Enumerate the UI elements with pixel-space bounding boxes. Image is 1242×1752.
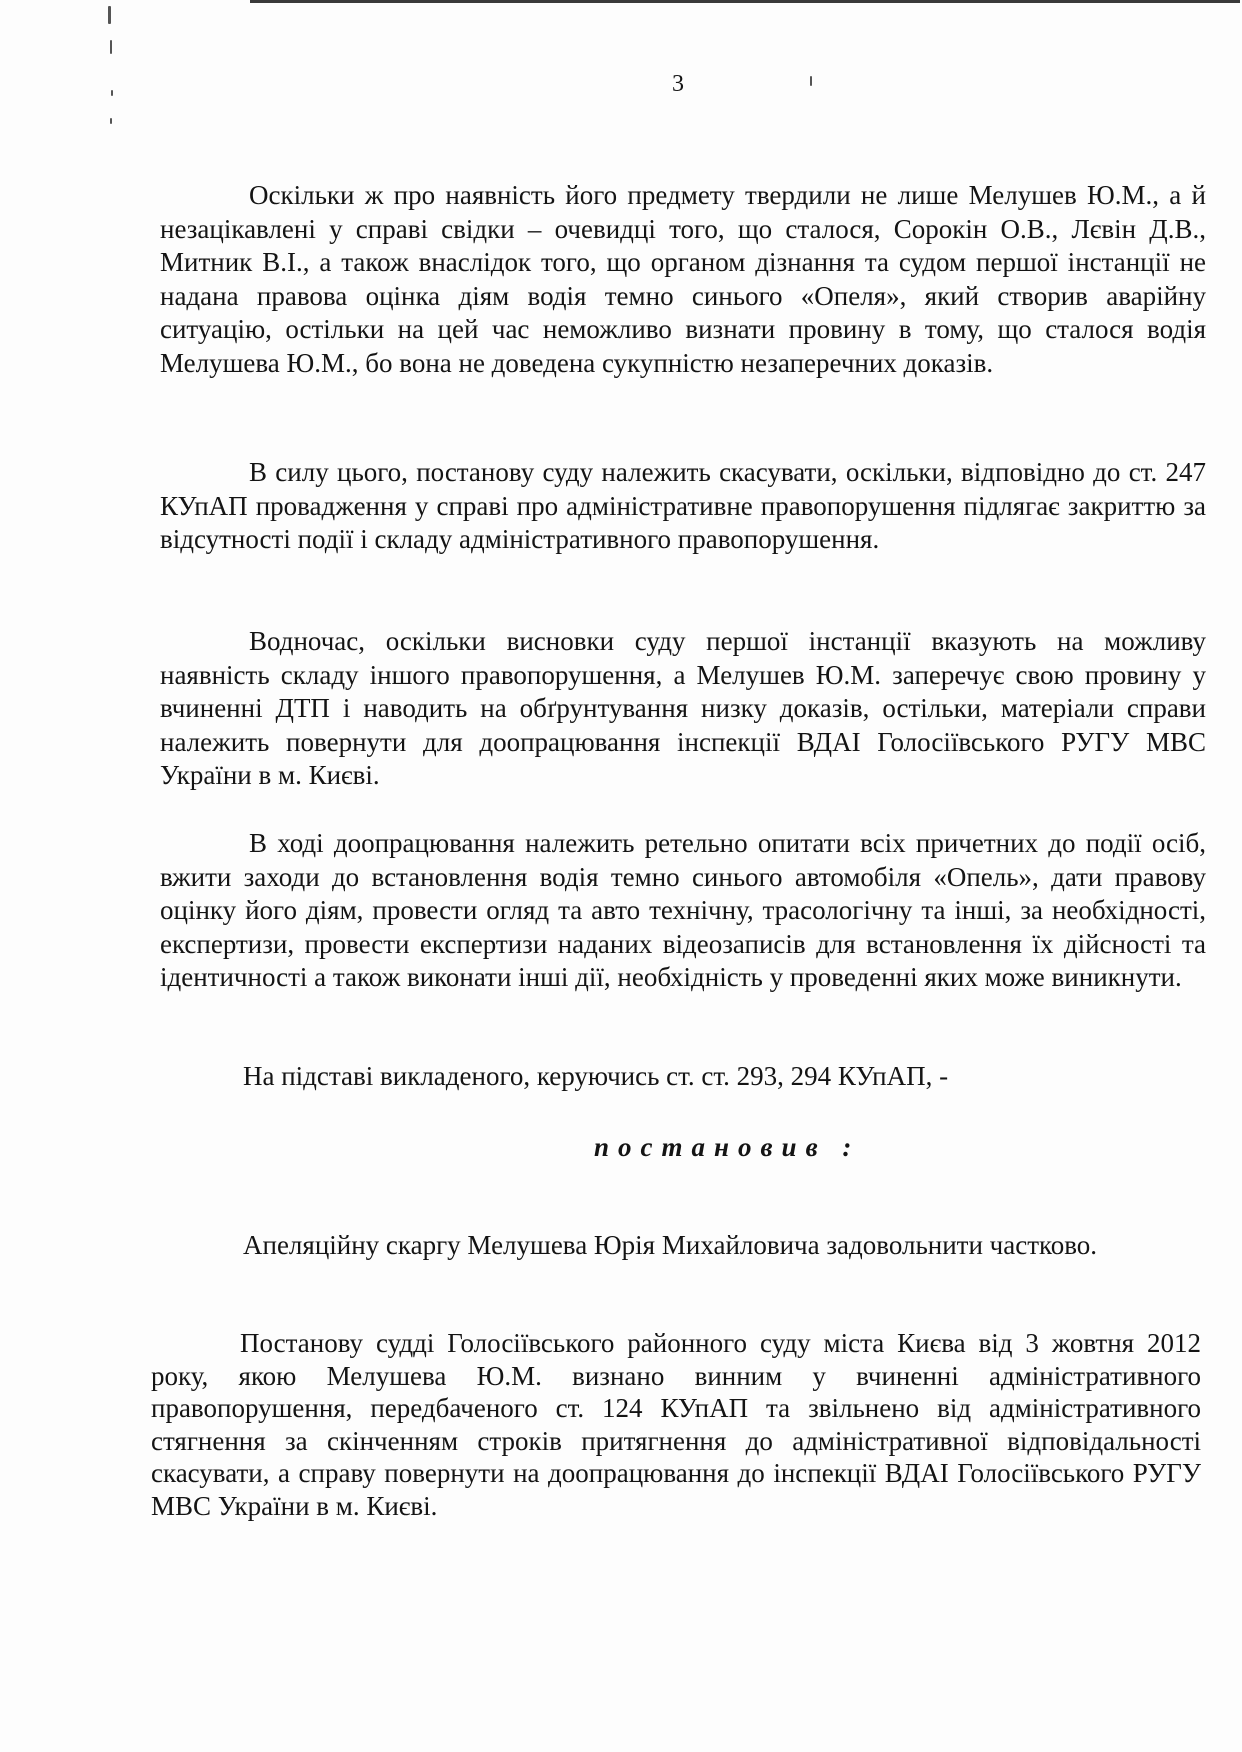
resolution-heading: постановив : — [594, 1132, 861, 1162]
scan-mark — [108, 6, 111, 24]
top-border-line — [250, 0, 1240, 3]
page-number: 3 — [672, 71, 684, 97]
decision-appeal: Апеляційну скаргу Мелушева Юрія Михайловича задовольнити частково. — [243, 1230, 1098, 1260]
paragraph-legal-basis: На підставі викладеного, керуючись ст. ст. 293, 294 КУпАП, - — [243, 1061, 949, 1091]
scan-mark — [111, 90, 113, 96]
paragraph-return-materials: Водночас, оскільки висновки суду першої інстанції вказують на можливу наявність складу іншого правопорушення, а Мелушев Ю.М. заперечує свою провину у вчиненні ДТП і наводить на обґрунтування низку доказів, остільки, матеріали справи належить повернути для доопрацювання інспекції ВДАІ Голосіївського РУГУ МВС України в м. Києві. — [160, 626, 1206, 790]
paragraph-evidence: Оскільки ж про наявність його предмету твердили не лише Мелушев Ю.М., а й незацікавлені у справі свідки – очевидці того, що сталося, Сорокін О.В., Лєвін Д.В., Митник В.І., а також внаслідок того, що органом дізнання та судом першої інстанції не надана правова оцінка діям водія темно синього «Опеля», який створив аварійну ситуацію, остільки на цей час неможливо визнати провину в тому, що сталося водія Мелушева Ю.М., бо вона не доведена сукупністю незаперечних доказів. — [160, 180, 1206, 378]
scan-mark — [810, 76, 812, 86]
scan-mark — [110, 40, 112, 54]
paragraph-further-investigation: В ході доопрацювання належить ретельно опитати всіх причетних до події осіб, вжити заходи до встановлення водія темно синього автомобіля «Опель», дати правову оцінку його діям, провести огляд та авто технічну, трасологічну та інші, за необхідності, експертизи, провести експертизи наданих відеозаписів для встановлення їх дійсності та ідентичності а також виконати інші дії, необхідність у проведенні яких може виникнути. — [160, 828, 1206, 992]
scan-mark — [110, 118, 112, 124]
decision-cancel-and-return: Постанову судді Голосіївського районного суду міста Києва від 3 жовтня 2012 року, якою Мелушева Ю.М. визнано винним у вчиненні адміністративного правопорушення, передбаченого ст. 124 КУпАП та звільнено від адміністративного стягнення за скінченням строків притягнення до адміністративної відповідальності скасувати, а справу повернути на доопрацювання до інспекції ВДАІ Голосіївського РУГУ МВС України в м. Києві. — [151, 1328, 1201, 1521]
paragraph-cancel-ruling: В силу цього, постанову суду належить скасувати, оскільки, відповідно до ст. 247 КУпАП провадження у справі про адміністративне правопорушення підлягає закриттю за відсутності події і складу адміністративного правопорушення. — [160, 457, 1206, 554]
